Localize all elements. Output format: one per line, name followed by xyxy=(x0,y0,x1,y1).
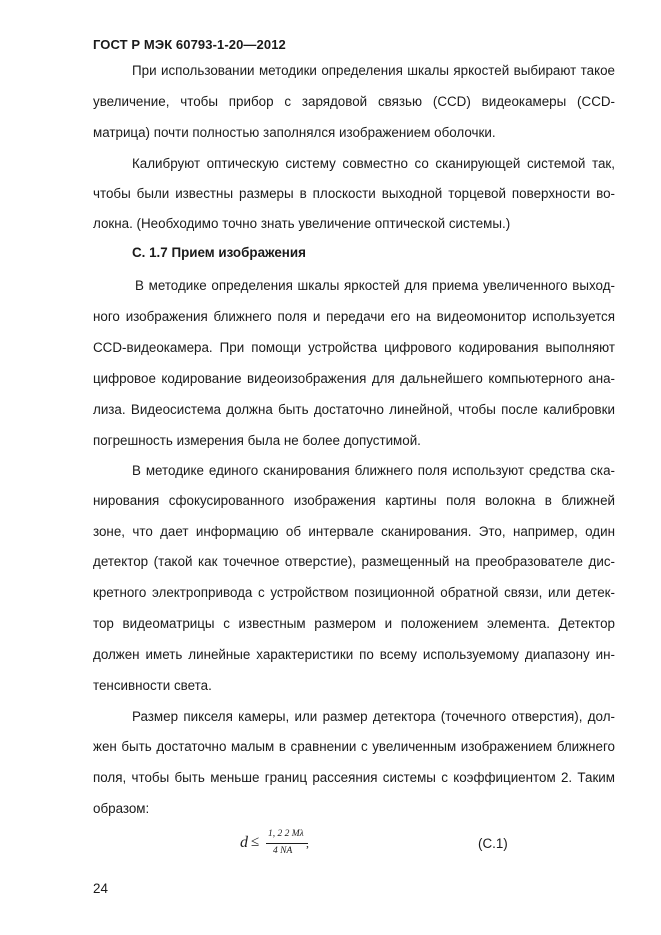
paragraph-line: погрешность измерения была не более допустимой. xyxy=(93,433,421,448)
formula-trail: , xyxy=(306,836,309,850)
paragraph-line: кретного электропривода с устройством позиционной обратной связи, или детек- xyxy=(93,585,615,600)
paragraph-line: лиза. Видеосистема должна быть достаточно линейной, чтобы после калибровки xyxy=(93,402,615,417)
formula-numerator: 1, 2 2 Mλ xyxy=(268,829,304,839)
paragraph-line: В методике единого сканирования ближнего поля используют средства ска- xyxy=(132,463,615,478)
paragraph-line: тенсивности света. xyxy=(93,678,212,693)
paragraph-line: должен иметь линейные характеристики по всему используемому диапазону ин- xyxy=(93,647,615,662)
paragraph-line: Размер пикселя камеры, или размер детектора (точечного отверстия), дол- xyxy=(132,709,615,724)
paragraph-line: зоне, что дает информацию об интервале сканирования. Это, например, один xyxy=(93,524,615,539)
formula-relation: ≤ xyxy=(251,834,260,850)
paragraph-line: чтобы были известны размеры в плоскости выходной торцевой поверхности во- xyxy=(93,186,615,201)
equation-label: (С.1) xyxy=(478,836,508,851)
formula-c1 xyxy=(240,826,360,866)
paragraph-line: жен быть достаточно малым в сравнении с увеличенным изображением ближнего xyxy=(93,739,615,754)
paragraph-line: CCD-видеокамера. При помощи устройства цифрового кодирования выполняют xyxy=(93,340,615,355)
paragraph-line: цифровое кодирование видеоизображения для дальнейшего компьютерного ана- xyxy=(93,371,615,386)
paragraph-line: матрица) почти полностью заполнялся изображением оболочки. xyxy=(93,125,496,140)
paragraph-line: В методике определения шкалы яркостей для приема увеличенного выход- xyxy=(135,278,615,293)
paragraph-line: образом: xyxy=(93,801,150,816)
paragraph-line: увеличение, чтобы прибор с зарядовой связью (CCD) видеокамеры (CCD- xyxy=(93,94,615,109)
paragraph-line: поля, чтобы быть меньше границ рассеяния системы с коэффициентом 2. Таким xyxy=(93,770,615,785)
section-heading: С. 1.7 Прием изображения xyxy=(132,245,306,260)
paragraph-line: локна. (Необходимо точно знать увеличение оптической системы.) xyxy=(93,216,511,231)
formula-denominator: 4 NA xyxy=(273,846,293,856)
paragraph-line: Калибруют оптическую систему совместно со сканирующей системой так, xyxy=(132,156,615,171)
paragraph-line: ного изображения ближнего поля и передачи его на видеомонитор используется xyxy=(93,309,615,324)
paragraph-line: При использовании методики определения шкалы яркостей выбирают такое xyxy=(132,63,615,78)
page-number: 24 xyxy=(93,881,108,896)
fraction-bar xyxy=(266,843,308,844)
standard-header: ГОСТ Р МЭК 60793-1-20—2012 xyxy=(93,37,286,52)
paragraph-line: детектор (такой как точечное отверстие), размещенный на преобразователе дис- xyxy=(93,554,615,569)
paragraph-line: тор видеоматрицы с известным размером и положением элемента. Детектор xyxy=(93,616,615,631)
paragraph-line: нирования сфокусированного изображения картины поля волокна в ближней xyxy=(93,493,615,508)
formula-lhs: d xyxy=(240,834,248,851)
